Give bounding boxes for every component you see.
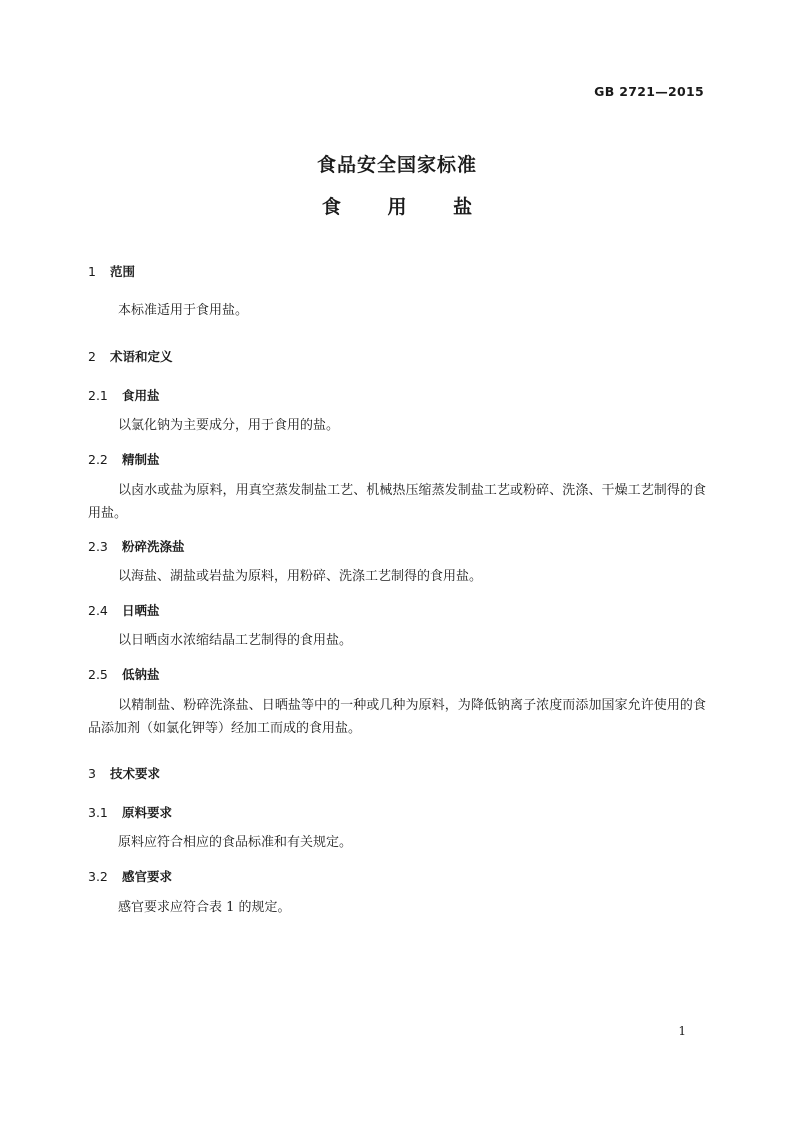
section-text-2-4: 以日晒卤水浓缩结晶工艺制得的食用盐。 [118,633,353,648]
section-number: 3 [88,766,96,781]
section-number: 2.3 [88,539,108,554]
section-text-2-2: 以卤水或盐为原料，用真空蒸发制盐工艺、机械热压缩蒸发制盐工艺或粉碎、洗涤、干燥工艺制得的食用盐。 [88,483,706,521]
section-number: 2.1 [88,388,108,403]
document-title: 食品安全国家标准 [316,154,477,176]
section-title: 术语和定义 [110,349,173,364]
section-text-1: 本标准适用于食用盐。 [118,303,249,318]
section-heading-2 [88,347,173,365]
section-number: 3.2 [88,869,108,884]
section-number: 2.5 [88,667,108,682]
section-heading-2-2 [88,450,160,468]
section-heading-2-1 [88,386,160,404]
page-number: 1 [678,1024,686,1038]
section-title: 日晒盐 [122,603,160,618]
section-heading-3-2 [88,867,172,885]
section-number: 1 [88,264,96,279]
section-number: 2 [88,349,96,364]
section-title: 食用盐 [122,388,160,403]
section-number: 3.1 [88,805,108,820]
section-text-2-5: 以精制盐、粉碎洗涤盐、日晒盐等中的一种或几种为原料，为降低钠离子浓度而添加国家允许使用的食品添加剂（如氯化钾等）经加工而成的食用盐。 [88,698,706,736]
section-heading-1 [88,262,135,280]
section-heading-3-1 [88,803,172,821]
section-heading-2-3 [88,537,185,555]
section-heading-3 [88,764,160,782]
section-title: 感官要求 [122,869,173,884]
section-heading-2-4 [88,601,160,619]
section-heading-2-5 [88,665,160,683]
section-title: 范围 [110,264,136,279]
standard-code: GB 2721—2015 [594,84,704,99]
section-title: 低钠盐 [122,667,160,682]
section-text-2-1: 以氯化钠为主要成分，用于食用的盐。 [118,418,340,433]
section-title: 粉碎洗涤盐 [122,539,185,554]
section-number: 2.4 [88,603,108,618]
document-subtitle: 食 用 盐 [321,196,493,218]
section-title: 精制盐 [122,452,160,467]
section-title: 原料要求 [122,805,173,820]
section-text-3-1: 原料应符合相应的食品标准和有关规定。 [118,835,353,850]
section-title: 技术要求 [110,766,161,781]
section-text-3-2: 感官要求应符合表 1 的规定。 [118,900,291,915]
section-text-2-3: 以海盐、湖盐或岩盐为原料，用粉碎、洗涤工艺制得的食用盐。 [118,569,483,584]
section-number: 2.2 [88,452,108,467]
